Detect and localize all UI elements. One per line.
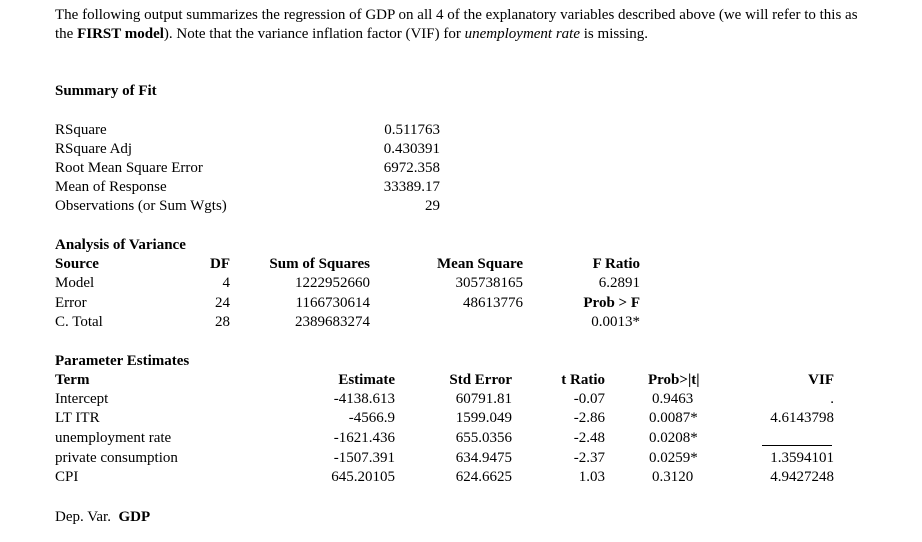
dep-var-label: Dep. Var. [55, 509, 111, 525]
anova-f-ratio: 6.2891 [598, 275, 640, 291]
intro-variable: unemployment rate [464, 26, 581, 42]
param-term: CPI [55, 469, 79, 485]
param-t-ratio: -2.37 [573, 450, 605, 466]
anova-heading: Analysis of Variance [55, 237, 186, 253]
param-std-error: 624.6625 [455, 469, 512, 485]
anova-ms: 305738165 [455, 275, 523, 291]
params-header-vif: VIF [808, 372, 834, 388]
param-vif: . [830, 391, 834, 407]
summary-label: Observations (or Sum Wgts) [55, 198, 227, 214]
param-std-error: 60791.81 [455, 391, 512, 407]
param-estimate: 645.20105 [331, 469, 395, 485]
anova-ms: 48613776 [463, 295, 523, 311]
param-term: Intercept [55, 391, 109, 407]
param-term: LT ITR [55, 410, 100, 426]
params-header-se: Std Error [449, 372, 512, 388]
anova-header-ss: Sum of Squares [269, 256, 370, 272]
anova-header-df: DF [210, 256, 230, 272]
param-p-value: 0.0208* [649, 430, 698, 446]
param-std-error: 634.9475 [455, 450, 512, 466]
param-estimate: -4566.9 [348, 410, 395, 426]
anova-header-ms: Mean Square [437, 256, 523, 272]
param-std-error: 1599.049 [455, 410, 512, 426]
param-t-ratio: -2.48 [573, 430, 605, 446]
anova-ss: 1222952660 [295, 275, 370, 291]
param-t-ratio: -0.07 [573, 391, 605, 407]
param-t-ratio: 1.03 [578, 469, 605, 485]
summary-label: Mean of Response [55, 179, 167, 195]
anova-ss: 1166730614 [295, 295, 370, 311]
params-header-t: t Ratio [561, 372, 605, 388]
param-p-value: 0.0087* [649, 410, 698, 426]
summary-value: 29 [425, 198, 440, 214]
intro-text-3: is missing. [580, 26, 648, 42]
param-p-value: 0.0259* [649, 450, 698, 466]
intro-paragraph [55, 6, 875, 44]
anova-prob-label: Prob > F [583, 295, 640, 311]
param-vif: 1.3594101 [770, 450, 834, 466]
params-header-estimate: Estimate [338, 372, 395, 388]
param-term: private consumption [55, 450, 178, 466]
params-header-term: Term [55, 372, 90, 388]
summary-value: 6972.358 [383, 160, 440, 176]
intro-text-1: The following output summarizes the regression of GDP on all 4 of the explanatory variables described above (we will refer to this as the [55, 7, 858, 42]
param-term: unemployment rate [55, 430, 172, 446]
anova-header-source: Source [55, 256, 99, 272]
summary-label: RSquare [55, 122, 107, 138]
anova-source: Model [55, 275, 95, 291]
param-t-ratio: -2.86 [573, 410, 605, 426]
summary-value: 33389.17 [383, 179, 440, 195]
param-p-value: 0.3120 [652, 469, 694, 485]
anova-ss: 2389683274 [295, 314, 370, 330]
summary-label: RSquare Adj [55, 141, 133, 157]
param-vif: 4.6143798 [770, 410, 834, 426]
param-estimate: -4138.613 [333, 391, 395, 407]
params-header-p: Prob>|t| [648, 372, 700, 388]
summary-label: Root Mean Square Error [55, 160, 203, 176]
anova-source: Error [55, 295, 87, 311]
anova-df: 28 [215, 314, 230, 330]
anova-df: 4 [222, 275, 230, 291]
anova-source: C. Total [55, 314, 103, 330]
param-std-error: 655.0356 [455, 430, 512, 446]
anova-header-f: F Ratio [592, 256, 640, 272]
param-p-value: 0.9463 [652, 391, 694, 407]
params-heading: Parameter Estimates [55, 353, 190, 369]
summary-value: 0.511763 [384, 122, 440, 138]
summary-value: 0.430391 [383, 141, 440, 157]
dep-var-value: GDP [118, 509, 151, 525]
intro-text-2: ). Note that the variance inflation factor (VIF) for [163, 26, 465, 42]
dependent-variable [55, 508, 150, 527]
param-vif: 4.9427248 [770, 469, 834, 485]
param-estimate: -1507.391 [333, 450, 395, 466]
missing-vif-blank-line [762, 445, 832, 446]
anova-df: 24 [215, 295, 230, 311]
summary-heading: Summary of Fit [55, 83, 157, 99]
intro-model-name: FIRST model [77, 26, 164, 42]
anova-prob-value: 0.0013* [591, 314, 640, 330]
param-estimate: -1621.436 [333, 430, 395, 446]
